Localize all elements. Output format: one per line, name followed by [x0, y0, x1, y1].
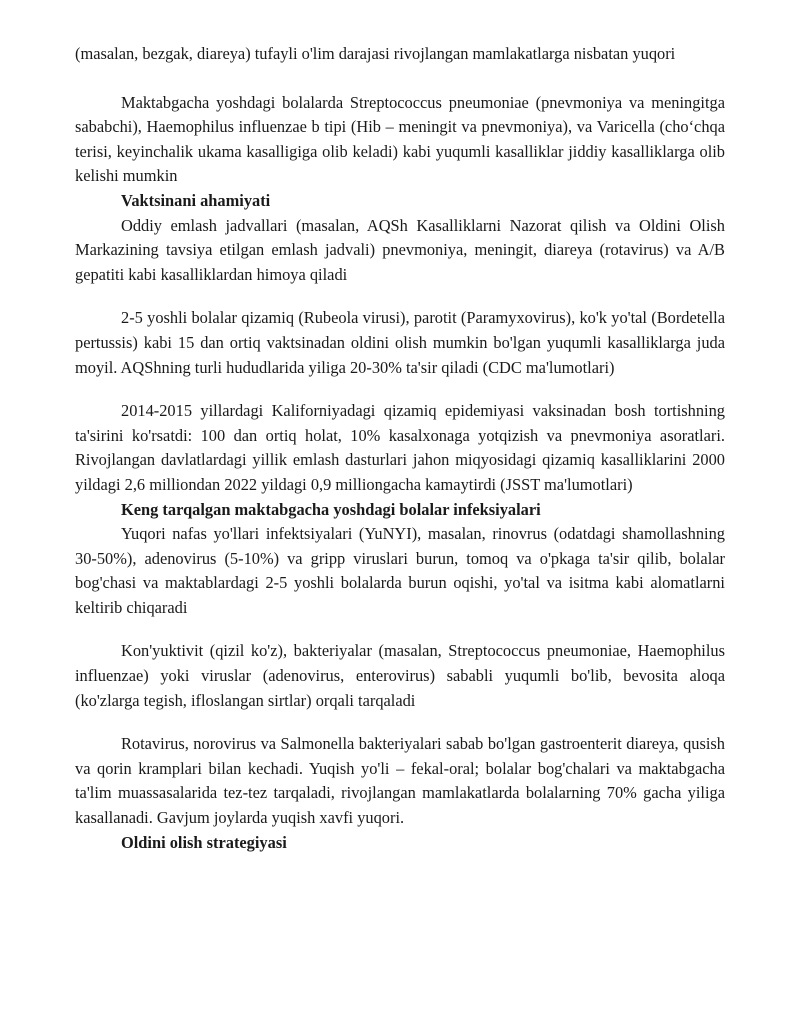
- heading-vaccine-importance: Vaktsinani ahamiyati: [121, 190, 271, 210]
- paragraph-respiratory-infections: Yuqori nafas yo'llari infektsiyalari (YuNYI), masalan, rinovrus (odatdagi shamollashning 30-50%), adenovirus (5-10%) va gripp viruslari burun, tomoq va o'pkaga ta'sir qilib, bolalar bog'chasi va maktablardagi 2-5 yoshli bolalarda burun oqishi, yo'tal va isitma kabi alomatlarni keltirib chiqaradi: [75, 524, 725, 617]
- paragraph-vaccine-preventable: 2-5 yoshli bolalar qizamiq (Rubeola virusi), parotit (Paramyxovirus), ko'k yo'tal (Bordetella pertussis) kabi 15 dan ortiq vaktsinadan oldini olish mumkin bo'lgan yuqumli kasalliklarga juda moyil. AQShning turli hududlarida yiliga 20-30% ta'sir qiladi (CDC ma'lumotlari): [75, 308, 725, 377]
- paragraph-gastroenteritis: Rotavirus, norovirus va Salmonella bakteriyalari sabab bo'lgan gastroenterit diareya, qusish va qorin kramplari bilan kechadi. Yuqish yo'li – fekal-oral; bolalar bog'chalari va maktabgacha ta'lim muassasalarida tez-tez tarqaladi, rivojlangan mamlakatlarda bolalarning 70% gacha yiliga kasallanadi. Gavjum joylarda yuqish xavfi yuqori.: [75, 734, 725, 828]
- paragraph-mortality-continuation: (masalan, bezgak, diareya) tufayli o'lim darajasi rivojlangan mamlakatlarga nisbatan yuqori: [75, 44, 676, 63]
- heading-common-infections: Keng tarqalgan maktabgacha yoshdagi bolalar infeksiyalari: [121, 499, 541, 519]
- paragraph-vaccination-schedule: Oddiy emlash jadvallari (masalan, AQSh Kasalliklarni Nazorat qilish va Oldini Olish Markazining tavsiya etilgan emlash jadvali) pnevmoniya, meningit, diareya (rotavirus) va A/B gepatiti kabi kasalliklardan himoya qiladi: [75, 215, 725, 284]
- heading-prevention-strategy: Oldini olish strategiyasi: [121, 832, 287, 852]
- paragraph-preschool-infections: Maktabgacha yoshdagi bolalarda Streptococcus pneumoniae (pnevmoniya va meningitga sababchi), Haemophilus influenzae b tipi (Hib – meningit va pnevmoniya), va Varicella (cho‘chqa terisi, keyinchalik ukama kasalligiga olib keladi) kabi yuqumli kasalliklar jiddiy kasalliklarga olib kelishi mumkin: [75, 92, 725, 186]
- paragraph-conjunctivitis: Kon'yuktivit (qizil ko'z), bakteriyalar (masalan, Streptococcus pneumoniae, Haemophilus influenzae) yoki viruslar (adenovirus, enterovirus) sababli yuqumli bo'lib, bevosita aloqa (ko'zlarga tegish, ifloslangan sirtlar) orqali tarqaladi: [75, 641, 725, 710]
- paragraph-measles-outbreak: 2014-2015 yillardagi Kaliforniyadagi qizamiq epidemiyasi vaksinadan bosh tortishning ta'sirini ko'rsatdi: 100 dan ortiq holat, 10% kasalxonaga yotqizish va pnevmoniya asoratlari. Rivojlangan davlatlardagi yillik emlash dasturlari jahon miqyosidagi qizamiq kasalliklarini 2000 yildagi 2,6 milliondan 2022 yildagi 0,9 milliongacha kamaytirdi (JSST ma'lumotlari): [75, 401, 725, 494]
